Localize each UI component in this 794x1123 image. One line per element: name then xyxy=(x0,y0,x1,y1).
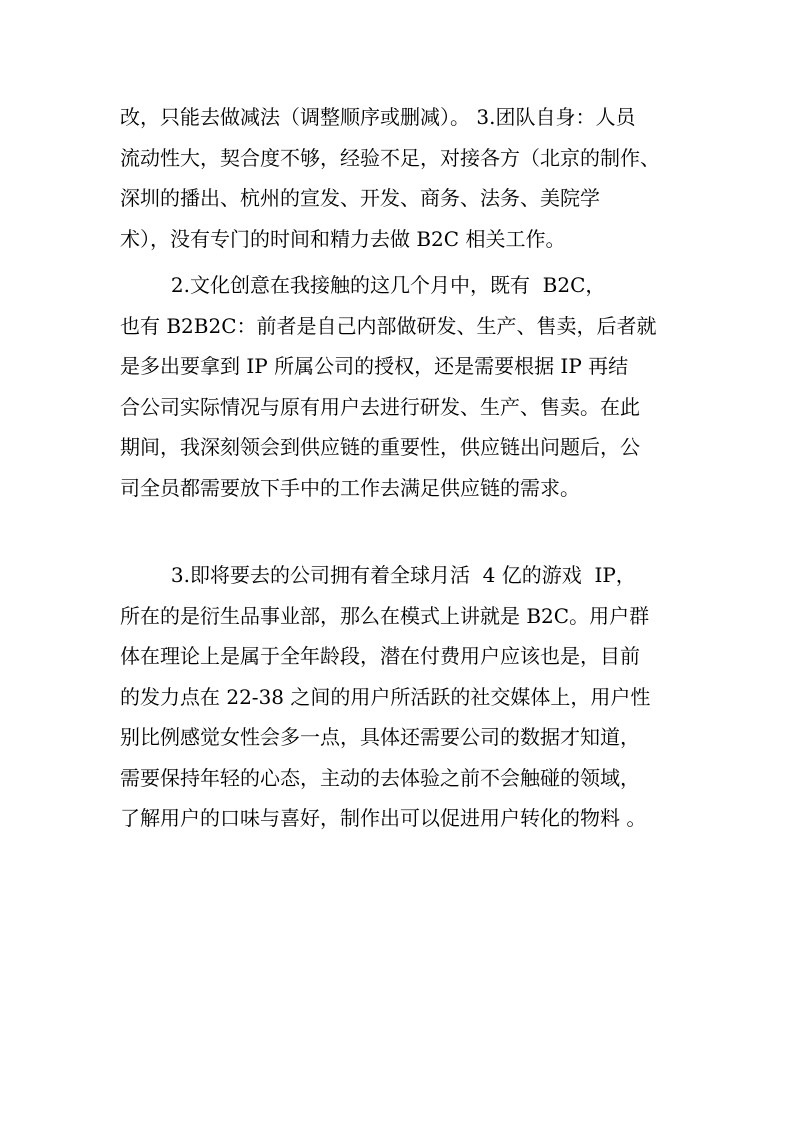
text-line: 所在的是衍生品事业部，那么在模式上讲就是 B2C。用户群 xyxy=(120,603,650,628)
text-line: 3.即将要去的公司拥有着全球月活 4 亿的游戏 IP， xyxy=(120,563,636,587)
text-line: 司全员都需要放下手中的工作去满足供应链的需求。 xyxy=(120,475,580,500)
text-line: 流动性大，契合度不够，经验不足，对接各方（北京的制作、 xyxy=(120,145,660,170)
text-line: 是多出要拿到 IP 所属公司的授权，还是需要根据 IP 再结 xyxy=(120,354,629,378)
text-line: 期间，我深刻领会到供应链的重要性，供应链出问题后，公 xyxy=(120,435,640,459)
text-line: 合公司实际情况与原有用户去进行研发、生产、售卖。在此 xyxy=(120,394,640,419)
text-line: 了解用户的口味与喜好，制作出可以促进用户转化的物料 。 xyxy=(120,806,647,830)
text-line: 别比例感觉女性会多一点，具体还需要公司的数据才知道， xyxy=(120,725,640,749)
text-line: 也有 B2B2C：前者是自己内部做研发、生产、售卖，后者就 xyxy=(120,313,657,338)
text-line: 需要保持年轻的心态，主动的去体验之前不会触碰的领域， xyxy=(120,765,640,790)
text-line: 2.文化创意在我接触的这几个月中，既有 B2C， xyxy=(120,273,606,297)
paragraph xyxy=(120,265,680,508)
text-line: 的发力点在 22-38 之间的用户所活跃的社交媒体上，用户性 xyxy=(120,684,651,709)
text-line: 深圳的播出、杭州的宣发、开发、商务、法务、美院学 xyxy=(120,186,600,210)
text-line: 体在理论上是属于全年龄段，潜在付费用户应该也是，目前 xyxy=(120,644,640,668)
paragraph xyxy=(120,97,680,259)
text-line: 术），没有专门的时间和精力去做 B2C 相关工作。 xyxy=(120,226,566,251)
text-line: 改，只能去做减法（调整顺序或删减）。 3.团队自身：人员 xyxy=(120,105,636,129)
paragraph xyxy=(120,555,680,839)
